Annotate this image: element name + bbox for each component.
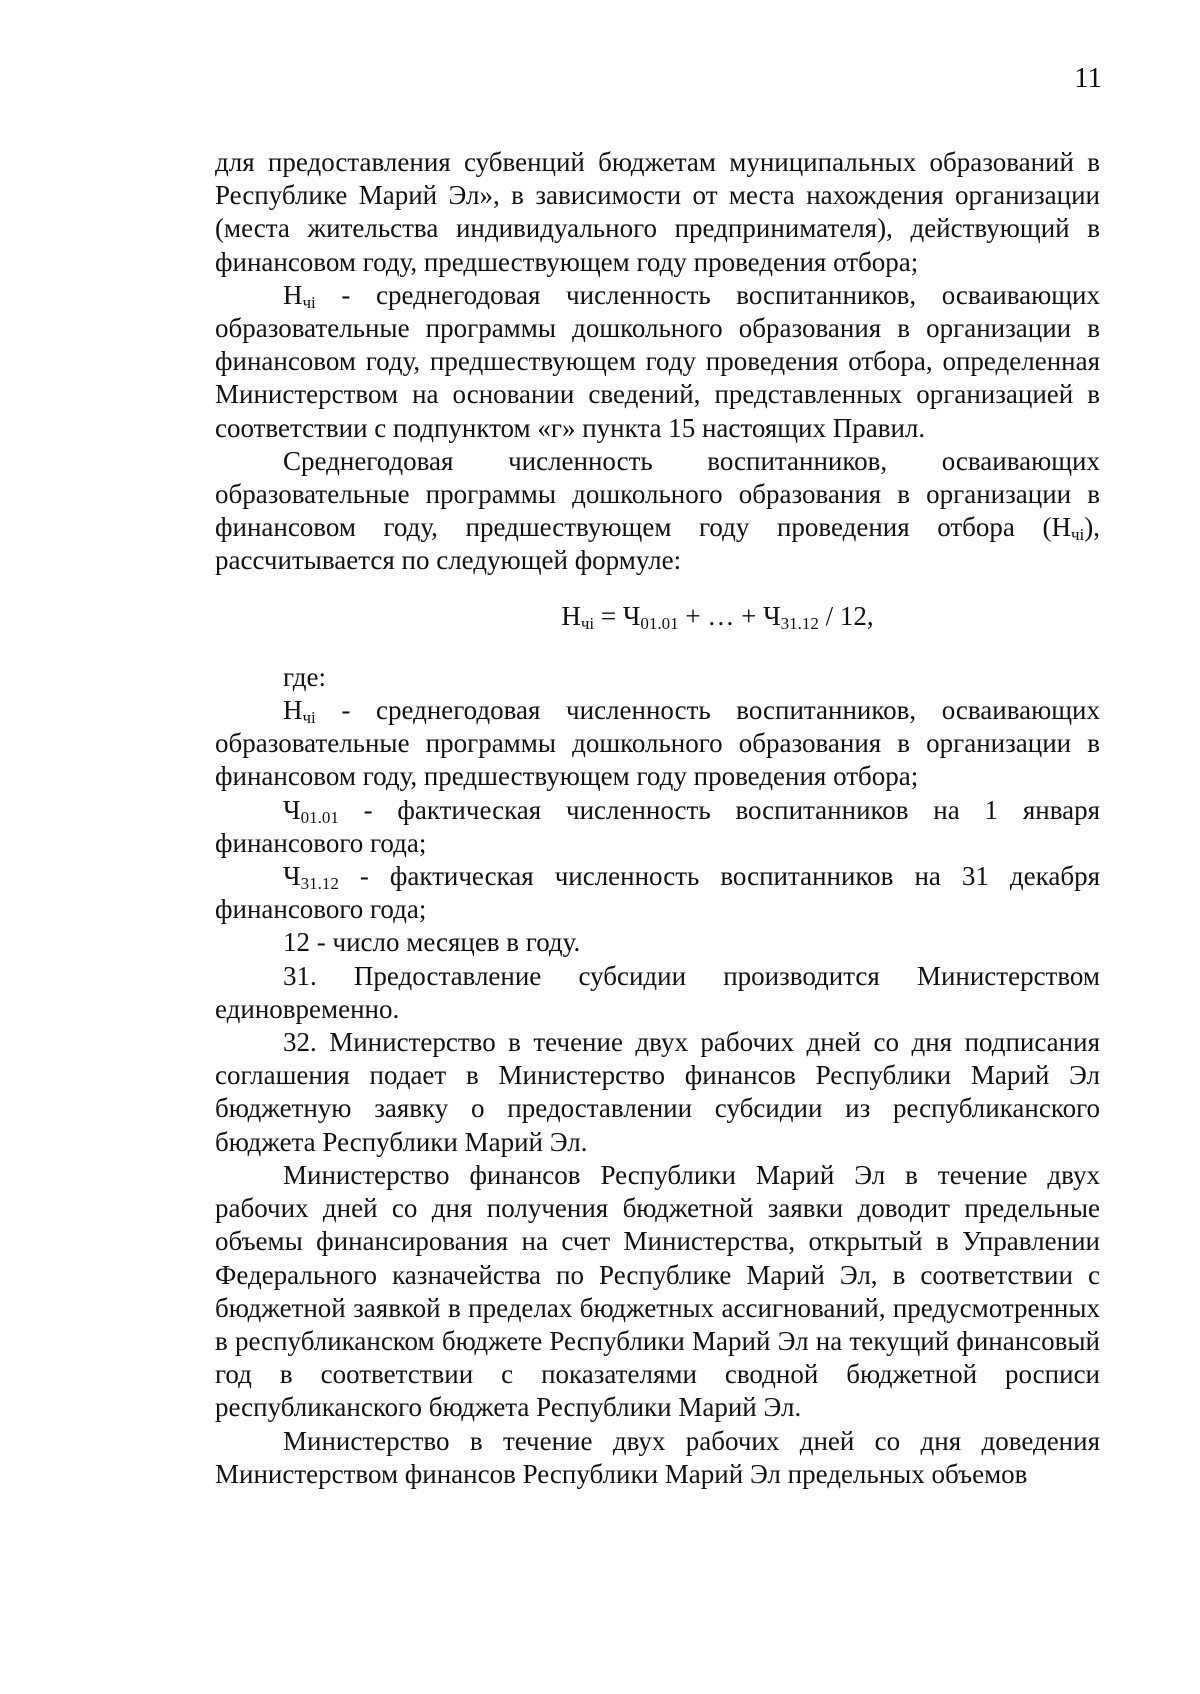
paragraph-31: 31. Предоставление субсидии производится Министерством единовременно. [215, 960, 1100, 1024]
formula-term-1: Ч [622, 600, 641, 631]
symbol-n: Н [283, 279, 303, 310]
symbol-subscript: чi [302, 292, 316, 312]
paragraph-average-count [215, 445, 1100, 578]
paragraph-text-after: ), рассчитывается по следующей формуле: [215, 512, 1100, 576]
definition-ch-3112 [215, 860, 1100, 926]
symbol-ch: Ч [283, 861, 301, 892]
symbol-subscript: 01.01 [300, 807, 339, 827]
symbol-subscript: чi [1070, 525, 1085, 545]
paragraph-ministry-last: Министерство в течение двух рабочих дней со дня доведения Министерством финансов Республики Марий Эл предельных объемов [215, 1425, 1100, 1489]
document-body [215, 146, 1100, 1491]
paragraph-ministry-finance: Министерство финансов Республики Марий Эл в течение двух рабочих дней со дня получения бюджетной заявки доводит предельные объемы финансирования на счет Министерства, открытый в Управлении Федерального казначейства по Республике Марий Эл, в соответствии с бюджетной заявкой в пределах бюджетных ассигнований, предусмотренных в республиканском бюджете Республики Марий Эл на текущий финансовый год в соответствии с показателями сводной бюджетной росписи республиканского бюджета Республики Марий Эл. [215, 1159, 1100, 1423]
formula-term-2-subscript: 31.12 [780, 613, 819, 633]
definition-ch-0101 [215, 794, 1100, 860]
formula [215, 600, 1100, 633]
paragraph-subvention-rates: для предоставления субвенций бюджетам муниципальных образований в Республике Марий Эл», в зависимости от места нахождения организации (места жительства индивидуального предпринимателя), действующий в финансовом году, предшествующем году проведения отбора; [215, 147, 1100, 277]
formula-tail: / 12, [818, 600, 874, 631]
symbol-subscript: чi [302, 708, 316, 728]
definition-text: - фактическая численность воспитанников на 1 января финансового года; [215, 794, 1100, 858]
formula-middle: + … + [678, 600, 764, 631]
paragraph-32: 32. Министерство в течение двух рабочих дней со дня подписания соглашения подает в Министерство финансов Республики Марий Эл бюджетную заявку о предоставлении субсидии из республиканского бюджета Республики Марий Эл. [215, 1027, 1100, 1157]
symbol-ch: Ч [283, 794, 301, 825]
paragraph-text-before: Среднегодовая численность воспитанников, осваивающих образовательные программы дошкольного образования в организации в финансовом году, предшествующем году проведения отбора (Н [215, 445, 1100, 543]
formula-lhs: Н [561, 600, 581, 631]
page-number: 11 [1074, 62, 1102, 94]
symbol-n: Н [283, 695, 303, 726]
definition-text: - среднегодовая численность воспитанников, осваивающих образовательные программы дошкольного образования в организации в финансовом году, предшествующем году проведения отбора; [215, 695, 1100, 792]
definition-months: 12 - число месяцев в году. [283, 927, 581, 958]
formula-equals: = [594, 600, 623, 631]
definition-text: - фактическая численность воспитанников на 31 декабря финансового года; [215, 861, 1100, 925]
symbol-subscript: 31.12 [300, 874, 339, 894]
formula-term-1-subscript: 01.01 [640, 613, 679, 633]
where-label: где: [283, 661, 326, 692]
definition-nchi-first [215, 279, 1100, 445]
formula-lhs-subscript: чi [580, 613, 595, 633]
definition-nchi-second [215, 694, 1100, 794]
formula-term-2: Ч [763, 600, 781, 631]
definition-text: - среднегодовая численность воспитанников, осваивающих образовательные программы дошкольного образования в организации в финансовом году, предшествующем году проведения отбора, определенная Министерством на основании сведений, представленных организацией в соответствии с подпунктом «г» пункта 15 настоящих Правил. [215, 279, 1100, 443]
